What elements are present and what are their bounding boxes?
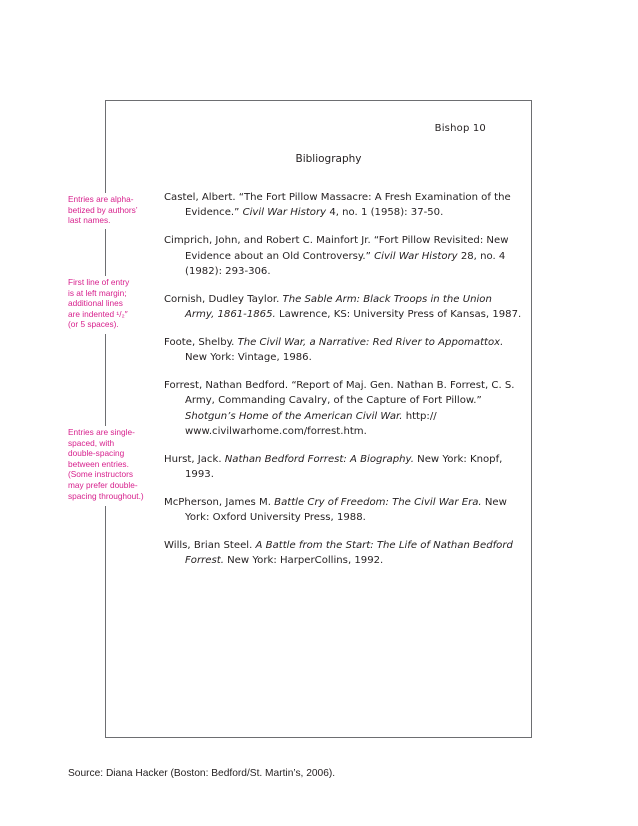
bibliography-entry: [164, 335, 524, 366]
entry-text: New York: Knopf, 1993.: [185, 453, 503, 481]
entry-text: Wills, Brian Steel.: [164, 539, 256, 551]
entry-text: Hurst, Jack.: [164, 453, 225, 465]
bibliography-entry: [164, 452, 524, 483]
running-head: Bishop 10: [434, 123, 486, 134]
entry-text: Foote, Shelby.: [164, 336, 238, 348]
entry-text: 4, no. 1 (1958): 37-50.: [326, 207, 444, 219]
bibliography-entry: [164, 292, 524, 323]
bibliography-entry: [164, 190, 524, 221]
entry-title: A Battle from the Start: The Life of Nathan Bedford Forrest.: [185, 539, 513, 567]
entry-title: The Sable Arm: Black Troops in the Union Army, 1861-1865.: [185, 293, 492, 321]
entry-title: Civil War History: [374, 250, 458, 262]
annotation-alphabetized: Entries are alpha- betized by authors’ last names.: [68, 194, 138, 226]
entry-text: 28, no. 4 (1982): 293-306.: [185, 250, 506, 277]
entry-title: Nathan Bedford Forrest: A Biography.: [224, 453, 414, 465]
bibliography-entry: [164, 378, 524, 440]
entry-text: New York: HarperCollins, 1992.: [223, 555, 384, 567]
bibliography-entry: [164, 495, 524, 526]
bibliography-page: [105, 100, 532, 738]
entry-text: Castel, Albert. “The Fort Pillow Massacre: A Fresh Examination of the Evidence.”: [164, 192, 511, 219]
entry-text: Cornish, Dudley Taylor.: [164, 293, 283, 305]
entry-text: New York: Oxford University Press, 1988.: [185, 496, 507, 524]
entry-text: Cimprich, John, and Robert C. Mainfort Jr. “Fort Pillow Revisited: New Evidence about an Old Controversy.”: [164, 235, 509, 262]
bibliography-list: [164, 190, 524, 581]
annotation-indentation: First line of entry is at left margin; additional lines are indented ¹/₂″ (or 5 spaces).: [68, 277, 130, 330]
source-caption: Source: Diana Hacker (Boston: Bedford/St. Martin’s, 2006).: [68, 768, 336, 779]
page-title: Bibliography: [295, 153, 362, 165]
entry-title: Battle Cry of Freedom: The Civil War Era.: [274, 496, 482, 508]
entry-title: Shotgun’s Home of the American Civil War.: [185, 410, 403, 422]
entry-text: http:// www.civilwarhome.com/forrest.htm.: [185, 410, 437, 438]
entry-text: McPherson, James M.: [164, 496, 275, 508]
entry-text: New York: Vintage, 1986.: [185, 352, 312, 364]
entry-text: Forrest, Nathan Bedford. “Report of Maj. Gen. Nathan B. Forrest, C. S. Army, Commanding Cavalry, of the Capture of Fort Pillow.”: [164, 379, 515, 407]
entry-text: Lawrence, KS: University Press of Kansas, 1987.: [275, 309, 522, 321]
bibliography-entry: [164, 538, 524, 569]
bibliography-entry: [164, 233, 524, 279]
entry-title: Civil War History: [242, 207, 327, 219]
entry-title: The Civil War, a Narrative: Red River to Appomattox.: [237, 336, 504, 348]
annotation-spacing: Entries are single- spaced, with double-spacing between entries. (Some instructors may prefer double- spacing throughout.): [68, 427, 144, 501]
